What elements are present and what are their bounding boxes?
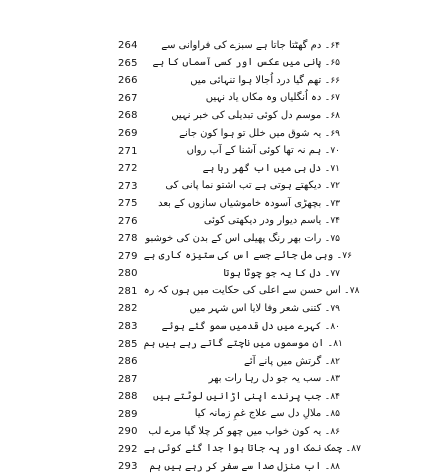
toc-row xyxy=(118,125,340,143)
toc-row xyxy=(118,335,343,353)
toc-row xyxy=(118,353,340,371)
toc-entry: ۸۴۔ جب پرندے اپنی اڑانیں لوٹتے ہیں xyxy=(153,390,340,402)
toc-page-number: 293 xyxy=(118,461,138,473)
toc-page-number: 289 xyxy=(118,408,138,420)
toc-entry-title: دل کا یہ جو چوٹا ہوتا xyxy=(223,267,322,279)
toc-entry: ۷۴۔ یاسم دیوار ودر دیکھتی کوئی xyxy=(203,215,340,227)
toc-row xyxy=(118,72,340,90)
toc-entry: ۶۶۔ تھم گیا درد اُجالا ہوا تنہائی میں xyxy=(190,74,340,86)
toc-entry: ۸۳۔ سب یہ جو دل رہا رات بھر xyxy=(208,373,340,385)
toc-entry-number: ۷۸ xyxy=(349,286,360,297)
toc-entry-title: دہ اُنگلیاں وہ مکاں یاد نہیں xyxy=(205,92,322,104)
toc-row xyxy=(118,405,340,423)
toc-page-number: 288 xyxy=(118,391,138,403)
toc-entry-number: ۷۵ xyxy=(330,233,340,244)
toc-entry-number: ۷۲ xyxy=(330,181,340,192)
toc-page-number: 271 xyxy=(118,145,138,157)
toc-entry-number: ۸۲ xyxy=(330,356,340,367)
toc-page-number: 281 xyxy=(118,285,138,297)
toc-entry: ۶۸۔ موسم دل کوئی تبدیلی کی خبر نہیں xyxy=(171,109,340,121)
toc-entry-title: چمک نمک اور پہ جاتا ہوا جدا گئے کوئی ہے xyxy=(143,443,343,455)
toc-page-number: 279 xyxy=(118,250,138,262)
toc-entry: ۸۸۔ اب منزل صدا سے سفر کر رہے ہیں ہم xyxy=(149,460,340,472)
toc-entry-number: ۸۳ xyxy=(330,374,340,385)
toc-entry: ۷۶۔ وہی مل جائے جسے اس کی ستیزہ کاری ہے xyxy=(143,250,352,262)
toc-entry-title: دم گھٹتا جاتا ہے سبزے کی فراوانی سے xyxy=(161,39,322,51)
toc-entry: ۷۵۔ رات بھر رنگ پھیلی اس کے بدن کی خوشبو xyxy=(145,232,340,244)
toc-page-number: 283 xyxy=(118,321,138,333)
toc-entry: ۸۶۔ یہ کون خواب میں چھو کر چلا گیا مرے لب xyxy=(148,425,340,437)
toc-row xyxy=(118,370,340,388)
toc-entry-number: ۷۹ xyxy=(330,303,340,314)
toc-row xyxy=(118,107,340,125)
toc-row xyxy=(118,177,340,195)
toc-entry-title: یہ کون خواب میں چھو کر چلا گیا مرے لب xyxy=(148,425,322,437)
toc-entry-number: ۶۸ xyxy=(330,110,340,121)
toc-entry: ۷۱۔ دل ہی میں اب گھر رہا ہے xyxy=(202,162,340,174)
toc-page-number: 272 xyxy=(118,163,138,175)
toc-row xyxy=(118,90,340,108)
toc-entry-title: رات بھر رنگ پھیلی اس کے بدن کی خوشبو xyxy=(145,232,322,244)
toc-entry: ۶۹۔ یہ شوق میں خلل تو ہوا کون جانے xyxy=(179,127,340,139)
toc-entry: ۸۷۔ چمک نمک اور پہ جاتا ہوا جدا گئے کوئی ہے xyxy=(143,443,361,455)
toc-entry-number: ۸۸ xyxy=(330,461,340,472)
toc-page-number: 275 xyxy=(118,198,138,210)
toc-row xyxy=(118,248,352,266)
toc-entry-number: ۷۷ xyxy=(330,268,340,279)
toc-row xyxy=(118,441,361,459)
toc-row xyxy=(118,55,340,73)
toc-entry-number: ۷۱ xyxy=(330,163,340,174)
toc-page-number: 285 xyxy=(118,338,138,350)
toc-entry: ۸۰۔ کہرے میں دل قدمیں سمو گئے ہوئے xyxy=(161,320,340,332)
toc-entry-title: پانی میں عکس اور کسی آسماں کا ہے xyxy=(152,57,322,69)
toc-entry: ۸۲۔ گرتش میں پانے آئے xyxy=(244,355,340,367)
toc-entry-number: ۶۷ xyxy=(330,93,340,104)
toc-page-number: 264 xyxy=(118,40,138,52)
toc-page-number: 266 xyxy=(118,75,138,87)
toc-entry: ۸۵۔ ملالِ دل سے علاج غمِ زمانہ کیا xyxy=(194,408,340,420)
toc-entry: ۶۷۔ دہ اُنگلیاں وہ مکاں یاد نہیں xyxy=(205,92,340,104)
toc-page-number: 286 xyxy=(118,356,138,368)
toc-entry-title: اس حسن سے اعلی کی حکایت میں ہوں کہ رہ xyxy=(143,285,341,297)
toc-page-number: 269 xyxy=(118,128,138,139)
toc-entry-number: ۶۶ xyxy=(330,75,340,86)
table-of-contents xyxy=(118,37,361,476)
toc-entry-title: کتنی شعر وفا لایا اس شہر میں xyxy=(189,302,322,314)
toc-entry-title: وہی مل جائے جسے اس کی ستیزہ کاری ہے xyxy=(143,250,334,262)
toc-entry-title: ان موسموں میں ناچتے گاتے رہے ہیں ہم xyxy=(143,338,325,350)
toc-entry: ۷۳۔ بچھڑی آسودہ خاموشیاں سازوں کے بعد xyxy=(158,197,340,209)
toc-row xyxy=(118,300,340,318)
toc-entry-title: یہ شوق میں خلل تو ہوا کون جانے xyxy=(179,127,322,139)
toc-entry-number: ۶۴ xyxy=(330,40,340,51)
toc-entry: ۷۲۔ دیکھتے ہوتی ہے تب اشتو نما پانی کی xyxy=(165,180,340,192)
toc-entry-number: ۷۳ xyxy=(330,198,340,209)
toc-entry-number: ۷۰ xyxy=(330,146,340,157)
toc-row xyxy=(118,283,360,301)
toc-row xyxy=(118,458,340,476)
toc-page-number: 282 xyxy=(118,303,138,315)
toc-row xyxy=(118,423,340,441)
toc-row xyxy=(118,142,340,160)
toc-row xyxy=(118,37,340,55)
toc-page-number: 292 xyxy=(118,443,138,455)
toc-page-number: 290 xyxy=(118,426,138,438)
toc-entry-title: اب منزل صدا سے سفر کر رہے ہیں ہم xyxy=(149,460,322,472)
toc-entry-title: تھم گیا درد اُجالا ہوا تنہائی میں xyxy=(190,74,322,86)
toc-row xyxy=(118,195,340,213)
toc-page-number: 276 xyxy=(118,215,138,227)
toc-entry-title: ہم نہ تھا کوئی آشنا کے آب رواں xyxy=(186,145,322,157)
toc-entry-number: ۸۷ xyxy=(351,444,361,455)
toc-entry: ۸۱۔ ان موسموں میں ناچتے گاتے رہے ہیں ہم xyxy=(143,338,343,350)
toc-entry-title: ملالِ دل سے علاج غمِ زمانہ کیا xyxy=(194,408,322,420)
toc-page-number: 280 xyxy=(118,268,138,280)
toc-row xyxy=(118,388,340,406)
toc-page-number: 265 xyxy=(118,57,138,69)
toc-entry-number: ۸۶ xyxy=(330,426,340,437)
toc-page-number: 287 xyxy=(118,373,138,385)
toc-entry-title: دل ہی میں اب گھر رہا ہے xyxy=(202,162,322,174)
toc-row xyxy=(118,230,340,248)
toc-entry-number: ۸۴ xyxy=(330,391,340,402)
toc-entry-number: ۸۵ xyxy=(330,409,340,420)
toc-entry-number: ۷۴ xyxy=(330,216,340,227)
toc-entry: ۷۰۔ ہم نہ تھا کوئی آشنا کے آب رواں xyxy=(186,145,340,157)
toc-entry-title: موسم دل کوئی تبدیلی کی خبر نہیں xyxy=(171,109,322,121)
toc-row xyxy=(118,160,340,178)
toc-entry-title: کہرے میں دل قدمیں سمو گئے ہوئے xyxy=(161,320,322,332)
toc-page-number: 267 xyxy=(118,92,138,104)
toc-row xyxy=(118,265,340,283)
toc-entry-title: سب یہ جو دل رہا رات بھر xyxy=(208,373,322,385)
toc-entry: ۷۹۔ کتنی شعر وفا لایا اس شہر میں xyxy=(189,302,340,314)
toc-row xyxy=(118,212,340,230)
toc-entry: ۷۸۔ اس حسن سے اعلی کی حکایت میں ہوں کہ رہ xyxy=(143,285,360,297)
toc-entry-title: گرتش میں پانے آئے xyxy=(244,355,322,367)
toc-entry-number: ۶۹ xyxy=(330,128,340,139)
toc-page-number: 273 xyxy=(118,180,138,192)
toc-entry-title: بچھڑی آسودہ خاموشیاں سازوں کے بعد xyxy=(158,197,322,209)
toc-entry: ۶۵۔ پانی میں عکس اور کسی آسماں کا ہے xyxy=(152,57,340,69)
toc-entry-title: یاسم دیوار ودر دیکھتی کوئی xyxy=(203,215,322,227)
toc-entry-number: ۶۵ xyxy=(330,58,340,69)
toc-entry-title: دیکھتے ہوتی ہے تب اشتو نما پانی کی xyxy=(165,180,322,192)
toc-row xyxy=(118,318,340,336)
toc-entry-number: ۸۱ xyxy=(333,339,343,350)
toc-entry-number: ۸۰ xyxy=(330,321,340,332)
toc-entry-number: ۷۶ xyxy=(342,251,352,262)
toc-entry: ۶۴۔ دم گھٹتا جاتا ہے سبزے کی فراوانی سے xyxy=(161,39,340,51)
toc-entry: ۷۷۔ دل کا یہ جو چوٹا ہوتا xyxy=(223,267,340,279)
toc-entry-title: جب پرندے اپنی اڑانیں لوٹتے ہیں xyxy=(153,390,322,402)
toc-page-number: 278 xyxy=(118,233,138,245)
toc-page-number: 268 xyxy=(118,110,138,122)
